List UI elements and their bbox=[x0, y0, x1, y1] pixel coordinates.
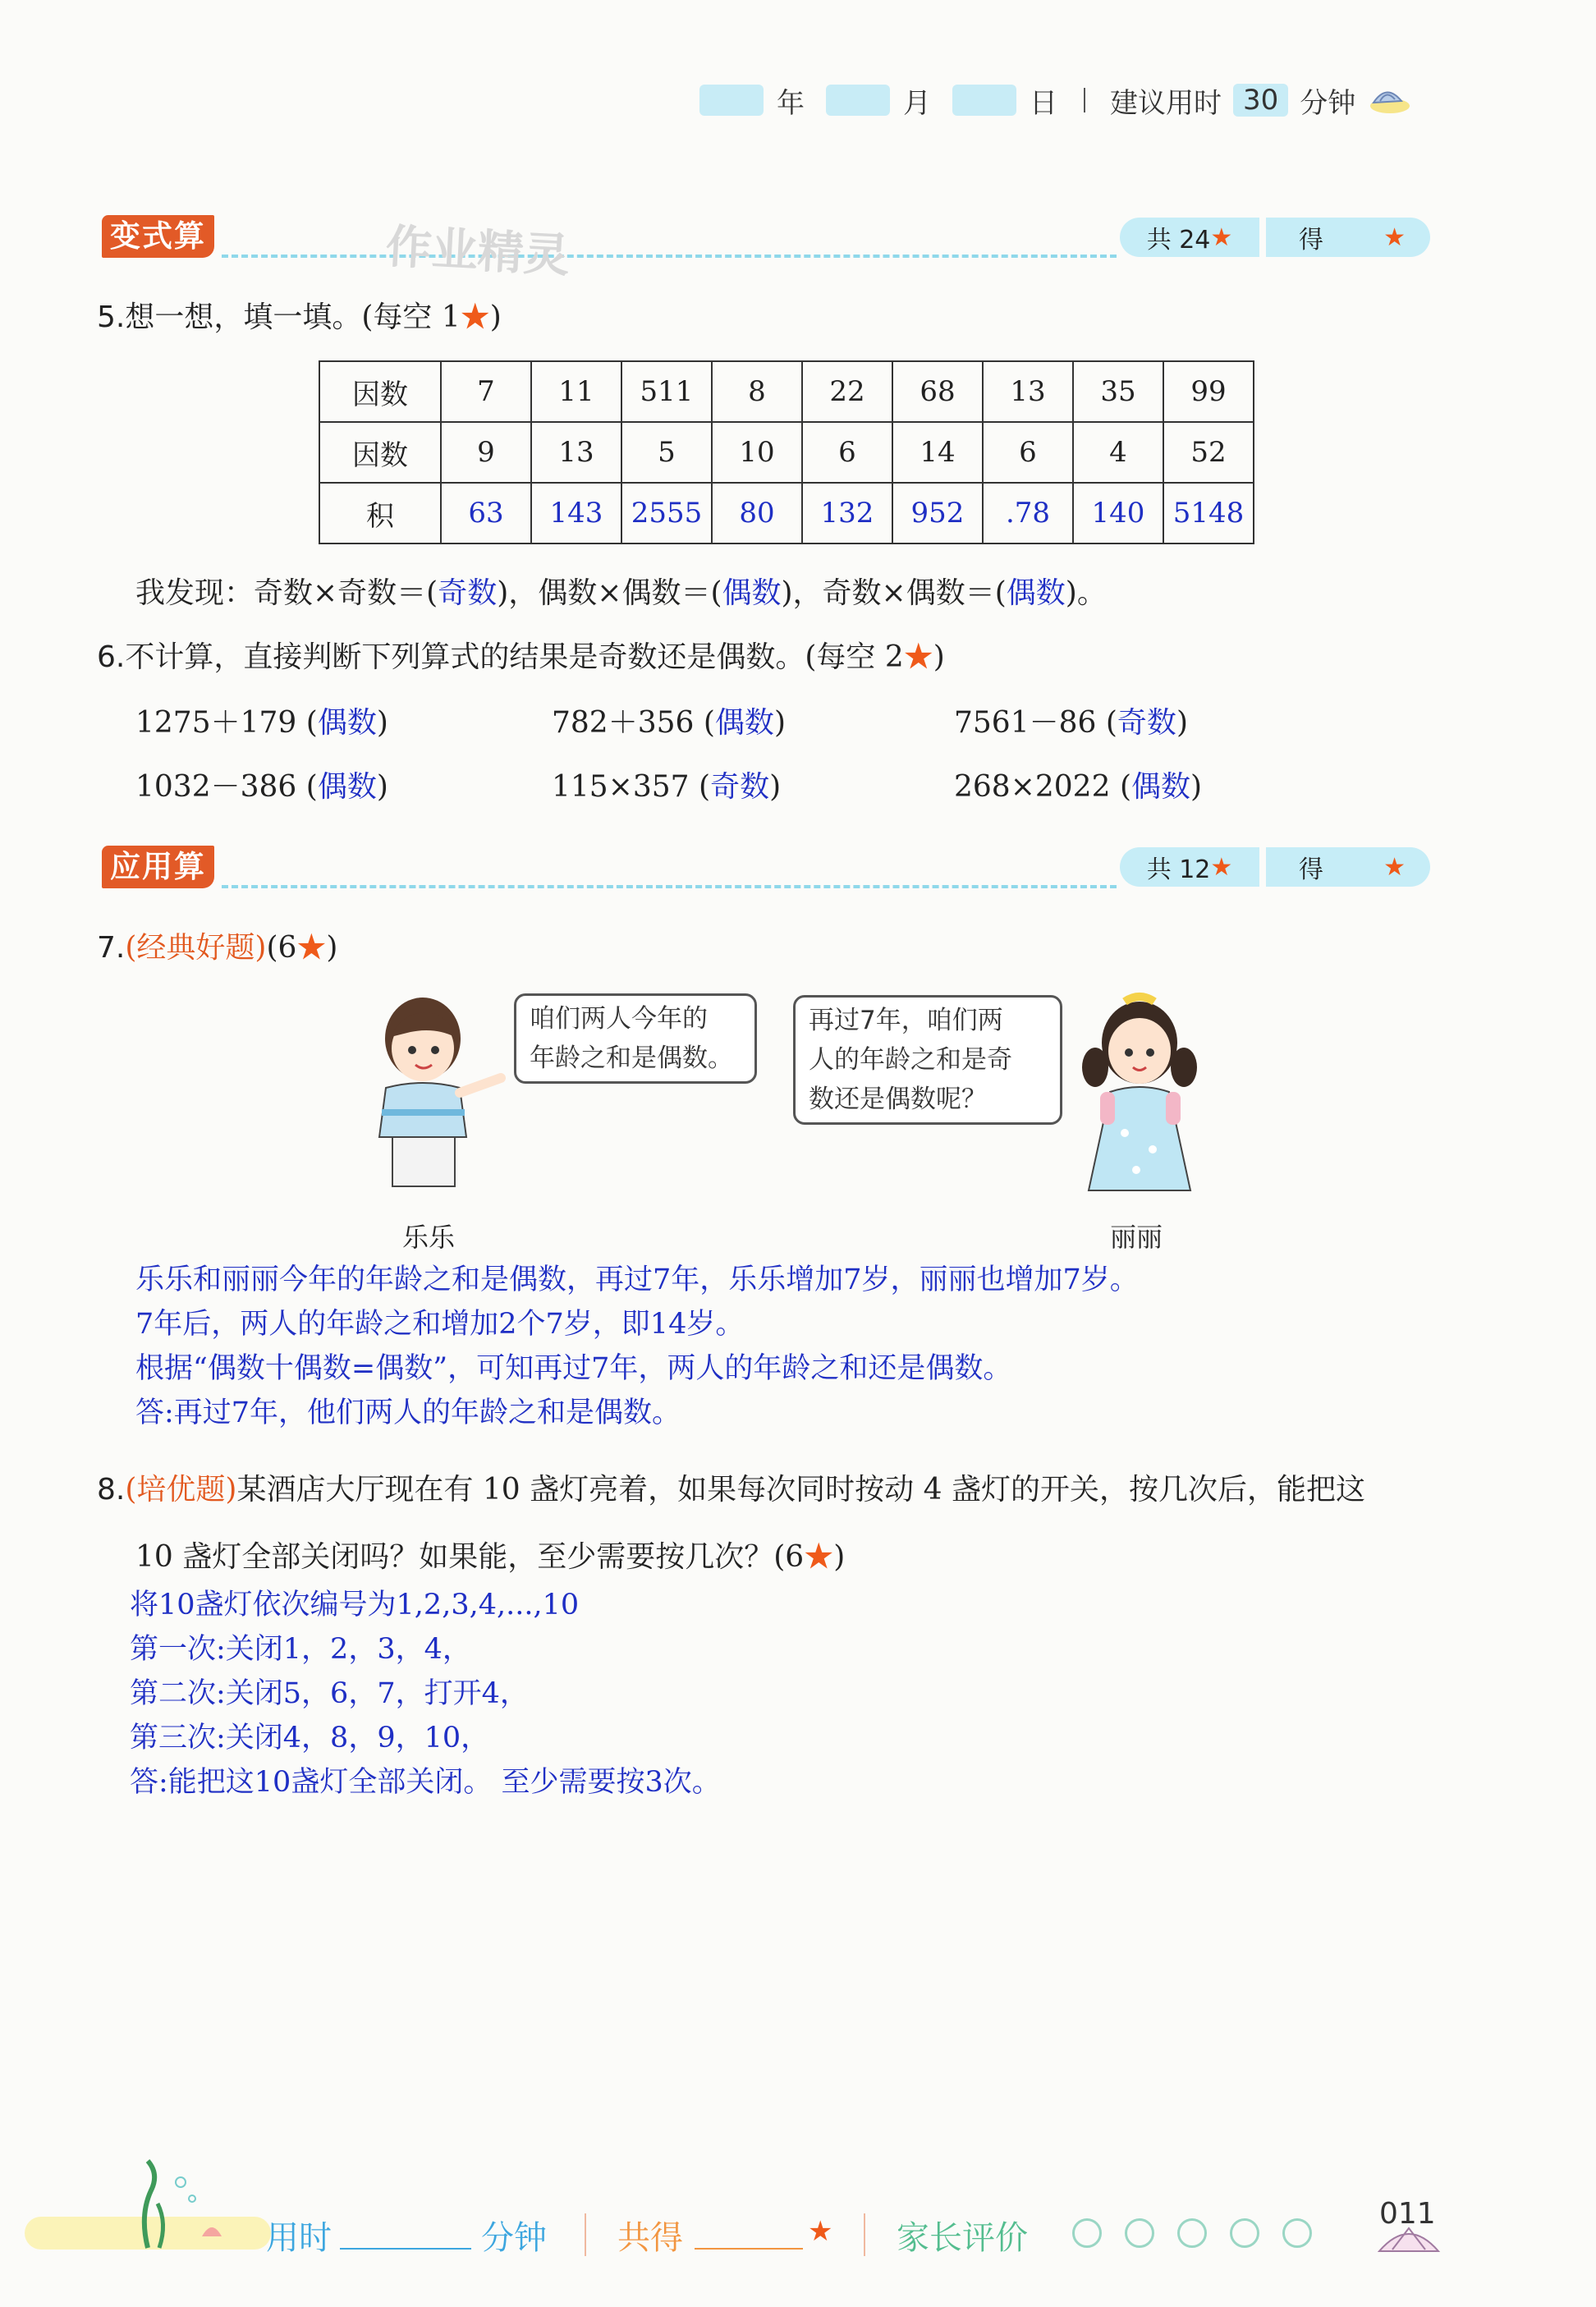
suggest-label: 建议用时 bbox=[1110, 86, 1222, 120]
star-icon: ★ bbox=[903, 640, 933, 674]
answer-line: 答:能把这10盏灯全部关闭。 至少需要按3次。 bbox=[130, 1766, 721, 1799]
answer-blank[interactable]: 奇数 bbox=[1117, 706, 1176, 740]
discovery-line bbox=[135, 570, 1107, 612]
watermark: 作业精灵 bbox=[384, 220, 571, 283]
footer-time-label: 用时 bbox=[266, 2219, 332, 2257]
footer-minutes-label: 分钟 bbox=[481, 2219, 547, 2257]
paren-close: ) bbox=[376, 770, 388, 804]
smiley-icon[interactable] bbox=[1230, 2218, 1259, 2248]
answer-line: 第二次:关闭5，6，7，打开4， bbox=[130, 1677, 529, 1710]
boy-illustration bbox=[361, 989, 525, 1195]
star-icon: ★ bbox=[1383, 222, 1406, 252]
expression-item bbox=[954, 699, 1188, 741]
girl-name-label: 丽丽 bbox=[1110, 1222, 1163, 1253]
girl-speech-bubble bbox=[793, 995, 1062, 1125]
month-label: 月 bbox=[903, 86, 931, 120]
table-cell: 6 bbox=[802, 422, 892, 483]
answer-blank[interactable]: 偶数 bbox=[317, 706, 377, 740]
answer-line: 乐乐和丽丽今年的年龄之和是偶数，再过7年，乐乐增加7岁，丽丽也增加7岁。 bbox=[135, 1264, 1139, 1296]
table-cell: 14 bbox=[892, 422, 983, 483]
question-text: 某酒店大厅现在有 10 盏灯亮着，如果每次同时按动 4 盏灯的开关，按几次后，能把这 bbox=[236, 1473, 1365, 1507]
answer-cell[interactable]: 80 bbox=[712, 483, 802, 543]
table-cell: 6 bbox=[983, 422, 1073, 483]
table-cell: 35 bbox=[1073, 361, 1163, 422]
answer-cell[interactable]: 140 bbox=[1073, 483, 1163, 543]
question-8 bbox=[97, 1466, 1365, 1508]
points-text: (6 bbox=[266, 931, 297, 965]
question-8-line2 bbox=[135, 1534, 845, 1575]
answer-cell[interactable]: 143 bbox=[531, 483, 621, 543]
star-icon: ★ bbox=[296, 931, 327, 965]
answer-cell[interactable]: 63 bbox=[441, 483, 531, 543]
boy-name-label: 乐乐 bbox=[402, 1222, 456, 1253]
table-cell: 13 bbox=[983, 361, 1073, 422]
expression: 115×357 ( bbox=[552, 770, 711, 804]
bubble-line: 人的年龄之和是奇 bbox=[809, 1045, 1012, 1075]
total-label: 共 12 bbox=[1146, 855, 1211, 884]
date-bar bbox=[699, 80, 1410, 120]
table-row bbox=[319, 483, 1254, 543]
table-cell: 99 bbox=[1163, 361, 1254, 422]
bubble-line: 年龄之和是偶数。 bbox=[530, 1043, 733, 1073]
answer-cell[interactable]: 952 bbox=[892, 483, 983, 543]
table-row bbox=[319, 422, 1254, 483]
answer-cell[interactable]: 132 bbox=[802, 483, 892, 543]
answer-line: 第一次:关闭1，2，3，4， bbox=[130, 1633, 471, 1666]
footer-divider bbox=[864, 2213, 865, 2256]
smiley-icon[interactable] bbox=[1125, 2218, 1154, 2248]
table-cell: 4 bbox=[1073, 422, 1163, 483]
question-7 bbox=[97, 924, 337, 966]
paren-close: ) bbox=[1176, 706, 1188, 740]
table-cell: 7 bbox=[441, 361, 531, 422]
bubble-line: 再过7年，咱们两 bbox=[809, 1006, 1003, 1035]
points-text-end: ) bbox=[326, 931, 338, 965]
parent-eval-label: 家长评价 bbox=[897, 2219, 1028, 2257]
section-dash bbox=[222, 255, 1117, 258]
page-number: 011 bbox=[1379, 2197, 1436, 2231]
section-title-variant: 变式算 bbox=[102, 215, 214, 258]
question-tag: (培优题) bbox=[125, 1473, 237, 1507]
row-header: 因数 bbox=[319, 361, 441, 422]
total-label: 共 24 bbox=[1146, 226, 1211, 255]
minutes-label: 分钟 bbox=[1300, 86, 1356, 120]
year-blank[interactable] bbox=[699, 85, 764, 116]
factor-table bbox=[319, 360, 1254, 544]
question-6 bbox=[97, 634, 945, 676]
question-text: 10 盏灯全部关闭吗？如果能，至少需要按几次？(6 bbox=[135, 1540, 805, 1574]
question-number: 6. bbox=[97, 640, 126, 674]
question-tag: (经典好题) bbox=[125, 931, 267, 965]
question-text-end: ) bbox=[489, 300, 502, 334]
shell-icon bbox=[1365, 85, 1410, 116]
divider bbox=[1084, 88, 1085, 112]
table-cell: 22 bbox=[802, 361, 892, 422]
table-cell: 8 bbox=[712, 361, 802, 422]
expression: 1275＋179 ( bbox=[135, 706, 318, 740]
time-blank[interactable] bbox=[340, 2248, 471, 2250]
paren-close: ) bbox=[376, 706, 388, 740]
smiley-icon[interactable] bbox=[1177, 2218, 1207, 2248]
answer-line: 答:再过7年，他们两人的年龄之和是偶数。 bbox=[135, 1397, 681, 1429]
discover-text: )，奇数×偶数＝( bbox=[781, 576, 1007, 610]
table-cell: 5 bbox=[621, 422, 712, 483]
expression: 782＋356 ( bbox=[552, 706, 715, 740]
score-label: 得 bbox=[1299, 226, 1323, 255]
paren-close: ) bbox=[773, 706, 786, 740]
shell-icon bbox=[1376, 2222, 1442, 2258]
star-icon: ★ bbox=[1210, 852, 1233, 882]
score-label: 得 bbox=[1299, 855, 1323, 884]
section-title-application: 应用算 bbox=[102, 846, 214, 888]
answer-blank[interactable]: 偶数 bbox=[1006, 576, 1066, 610]
month-blank[interactable] bbox=[826, 85, 890, 116]
q8-answer[interactable] bbox=[130, 1583, 721, 1805]
question-text: 想一想，填一填。(每空 1 bbox=[125, 300, 461, 334]
q7-answer[interactable] bbox=[135, 1258, 1139, 1435]
answer-line: 根据“偶数十偶数=偶数”，可知再过7年，两人的年龄之和还是偶数。 bbox=[135, 1352, 1012, 1385]
question-number: 5. bbox=[97, 300, 126, 334]
table-cell: 11 bbox=[531, 361, 621, 422]
footer-total-label: 共得 bbox=[617, 2219, 683, 2257]
expression-item bbox=[135, 764, 388, 805]
seaweed-icon bbox=[123, 2158, 238, 2250]
row-header: 因数 bbox=[319, 422, 441, 483]
smiley-icon[interactable] bbox=[1072, 2218, 1102, 2248]
boy-speech-bubble bbox=[514, 993, 757, 1084]
answer-line: 7年后，两人的年龄之和增加2个7岁，即14岁。 bbox=[135, 1308, 745, 1341]
table-row bbox=[319, 361, 1254, 422]
table-cell: 10 bbox=[712, 422, 802, 483]
expression-item bbox=[135, 699, 388, 741]
question-5 bbox=[97, 294, 502, 336]
answer-blank[interactable]: 偶数 bbox=[714, 706, 774, 740]
question-number: 7. bbox=[97, 931, 126, 965]
section-dash bbox=[222, 885, 1117, 888]
discover-text: 我发现：奇数×奇数＝( bbox=[135, 576, 438, 610]
bubble-line: 咱们两人今年的 bbox=[530, 1004, 708, 1034]
star-icon: ★ bbox=[804, 1540, 834, 1574]
table-cell: 511 bbox=[621, 361, 712, 422]
day-label: 日 bbox=[1030, 86, 1057, 120]
question-text-end: ) bbox=[933, 640, 945, 674]
expression-item bbox=[552, 699, 786, 741]
paren-close: ) bbox=[769, 770, 782, 804]
answer-blank[interactable]: 偶数 bbox=[1130, 770, 1190, 804]
table-cell: 52 bbox=[1163, 422, 1254, 483]
minutes-value: 30 bbox=[1233, 84, 1288, 117]
answer-line: 将10盏灯依次编号为1,2,3,4,...,10 bbox=[130, 1589, 580, 1621]
table-cell: 68 bbox=[892, 361, 983, 422]
paren-close: ) bbox=[1190, 770, 1203, 804]
rating-faces bbox=[1072, 2218, 1335, 2251]
answer-blank[interactable]: 偶数 bbox=[317, 770, 377, 804]
answer-cell[interactable]: 2555 bbox=[621, 483, 712, 543]
answer-blank[interactable]: 奇数 bbox=[438, 576, 498, 610]
girl-illustration bbox=[1067, 985, 1215, 1215]
score-bar-2 bbox=[1120, 847, 1430, 887]
expression: 268×2022 ( bbox=[954, 770, 1131, 804]
row-header: 积 bbox=[319, 483, 441, 543]
year-label: 年 bbox=[777, 86, 805, 120]
star-icon: ★ bbox=[808, 2215, 833, 2248]
question-text-end: ) bbox=[833, 1540, 846, 1574]
smiley-icon[interactable] bbox=[1282, 2218, 1312, 2248]
answer-blank[interactable]: 奇数 bbox=[710, 770, 770, 804]
answer-cell[interactable]: .78 bbox=[983, 483, 1073, 543]
answer-cell[interactable]: 5148 bbox=[1163, 483, 1254, 543]
star-icon: ★ bbox=[1383, 852, 1406, 882]
table-cell: 13 bbox=[531, 422, 621, 483]
bubble-line: 数还是偶数呢？ bbox=[809, 1085, 987, 1114]
expression: 7561－86 ( bbox=[954, 706, 1117, 740]
answer-line: 第三次:关闭4，8，9，10， bbox=[130, 1722, 490, 1754]
star-icon: ★ bbox=[1210, 222, 1233, 252]
score-bar-1 bbox=[1120, 218, 1430, 257]
score-blank[interactable] bbox=[695, 2248, 803, 2250]
question-number: 8. bbox=[97, 1473, 126, 1507]
answer-blank[interactable]: 偶数 bbox=[722, 576, 782, 610]
day-blank[interactable] bbox=[952, 85, 1016, 116]
discover-text: )，偶数×偶数＝( bbox=[497, 576, 722, 610]
expression-item bbox=[552, 764, 781, 805]
question-text: 不计算，直接判断下列算式的结果是奇数还是偶数。(每空 2 bbox=[125, 640, 904, 674]
star-icon: ★ bbox=[460, 300, 490, 334]
discover-text: )。 bbox=[1065, 576, 1107, 610]
expression-item bbox=[954, 764, 1202, 805]
table-cell: 9 bbox=[441, 422, 531, 483]
expression: 1032－386 ( bbox=[135, 770, 318, 804]
footer-divider bbox=[585, 2213, 586, 2256]
